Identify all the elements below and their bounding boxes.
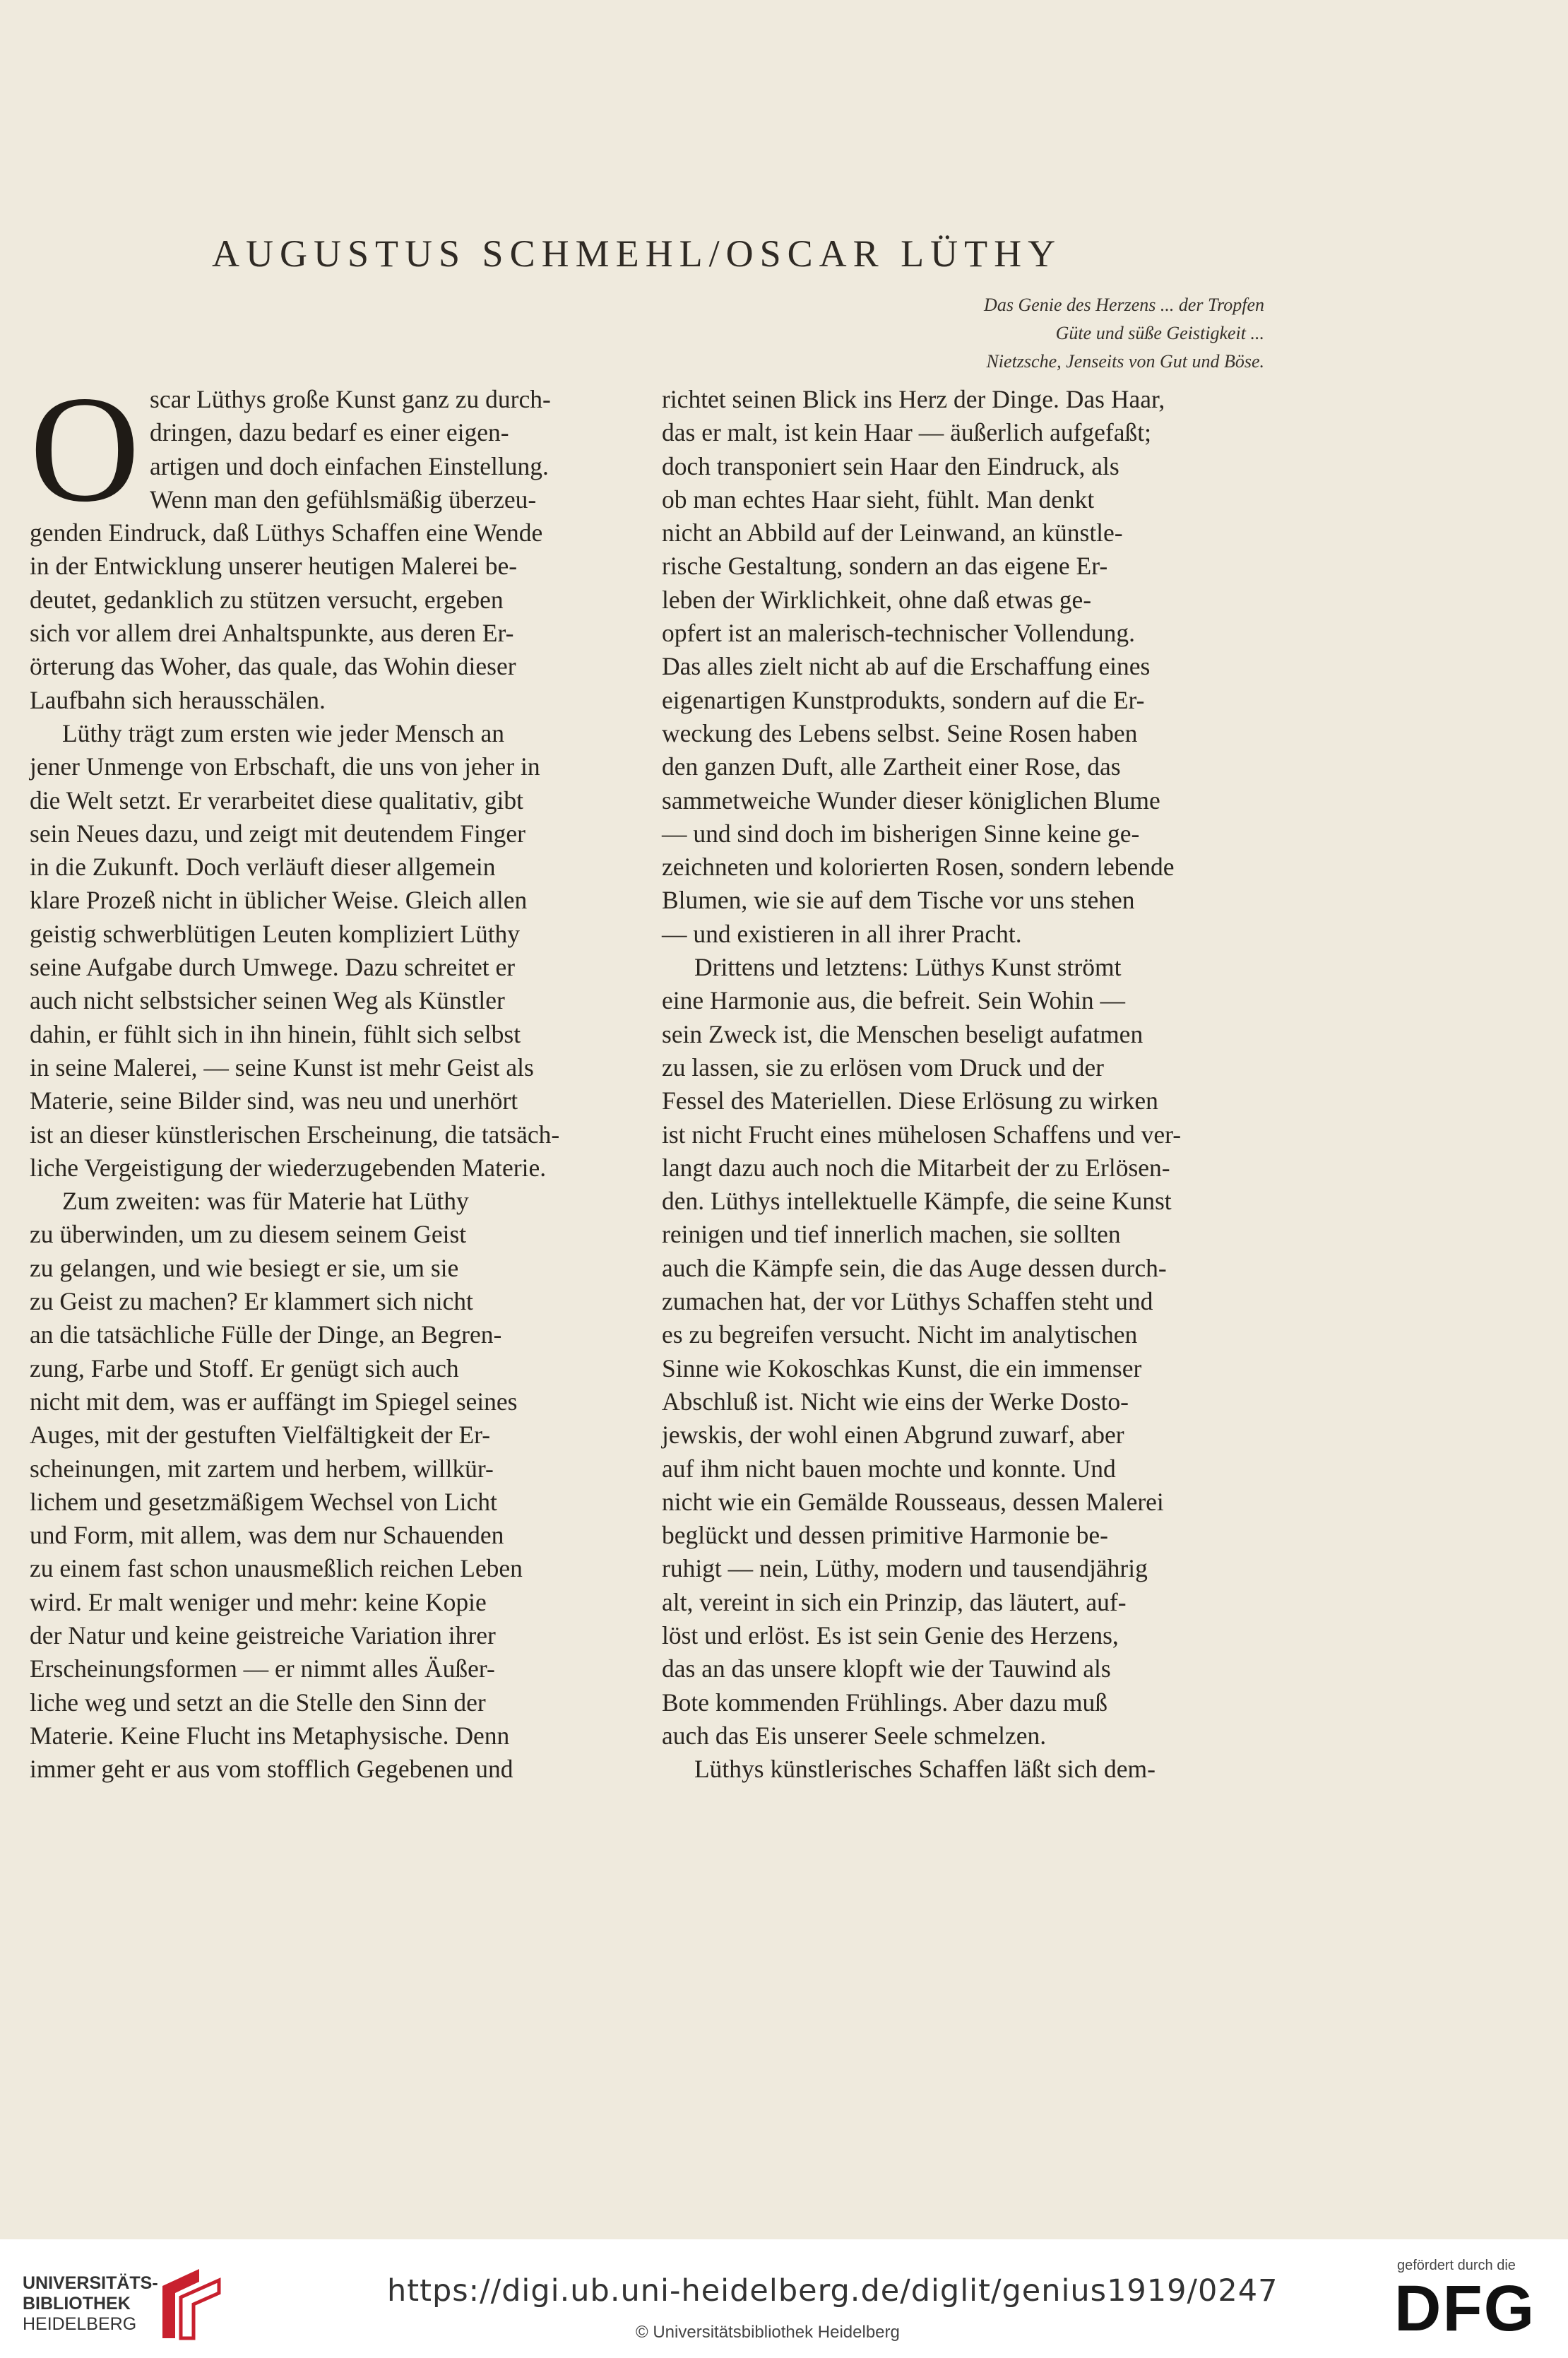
paragraph: Drittens und letztens: Lüthys Kunst strömt eine Harmonie aus, die befreit. Sein Wohin — sein Zweck ist, die Menschen beseligt aufatmen zu lassen, sie zu erlösen vom Druck und der Fessel des Materiellen. Diese Erlösung zu wirken ist nicht Frucht eines mühelosen Schaffens und ver- langt dazu auch noch die Mitarbeit der zu Erlösen- den. Lüthys intellektuelle Kämpfe, die seine Kunst reinigen und tief innerlich machen, sie sollten auch die Kämpfe sein, die das Auge dessen durch- zumachen hat, der vor Lüthys Schaffen steht und es zu begreifen versucht. Nicht im analytischen Sinne wie Kokoschkas Kunst, die ein immenser Abschluß ist. Nicht wie eins der Werke Dosto- jewskis, der wohl einen Abgrund zuwarf, aber auf ihm nicht bauen mochte und konnte. Und nicht wie ein Gemälde Rousseaus, dessen Malerei beglückt und dessen primitive Harmonie be- ruhigt — nein, Lüthy, modern und tausendjährig alt, vereint in sich ein Prinzip, das läutert, auf- löst und erlöst. Es ist sein Genie des Herzens, das an das unsere klopft wie der Tauwind als Bote kommenden Frühlings. Aber dazu muß auch das Eis unserer Seele schmelzen. — [662, 953, 1182, 1750]
article-title: AUGUSTUS SCHMEHL/OSCAR LÜTHY — [212, 232, 1062, 275]
paragraph: Lüthys künstlerisches Schaffen läßt sich dem- — [694, 1755, 1156, 1784]
paragraph: Zum zweiten: was für Materie hat Lüthy zu überwinden, um zu diesem seinem Geist zu gelangen, und wie besiegt er sie, um sie zu Geist zu machen? Er klammert sich nicht an die tatsächliche Fülle der Dinge, an Begren- zung, Farbe und Stoff. Er genügt sich auch nicht mit dem, was er auffängt im Spiegel seines Auges, mit der gestuften Vielfältigkeit der Er- scheinungen, mit zartem und herbem, willkür- lichem und gesetzmäßigem Wechsel von Licht und Form, mit allem, was dem nur Schauenden zu einem fast schon unausmeßlich reichen Leben wird. Er malt weniger und mehr: keine Kopie der Natur und keine geistreiche Variation ihrer Erscheinungsformen — er nimmt alles Äußer- liche weg und setzt an die Stelle den Sinn der Materie. Keine Flucht ins Metaphysische. Denn immer geht er aus vom stofflich Gegebenen und — [30, 1187, 523, 1784]
paragraph: richtet seinen Blick ins Herz der Dinge. Das Haar, das er malt, ist kein Haar — äußerlich aufgefaßt; doch transponiert sein Haar den Eindruck, als ob man echtes Haar sieht, fühlt. Man denkt nicht an Abbild auf der Leinwand, an künstle- rische Gestaltung, sondern an das eigene Er- leben der Wirklichkeit, ohne daß etwas ge- opfert ist an malerisch-technischer Vollendung. Das alles zielt nicht ab auf die Erschaffung eines eigenartigen Kunstprodukts, sondern auf die Er- weckung des Lebens selbst. Seine Rosen haben den ganzen Duft, alle Zartheit einer Rose, das sammetweiche Wunder dieser königlichen Blume — und sind doch im bisherigen Sinne keine ge- zeichneten und kolorierten Rosen, sondern lebende Blumen, wie sie auf dem Tische vor uns stehen — und existieren in all ihrer Pracht. — [662, 385, 1175, 948]
drop-cap: O — [30, 365, 140, 533]
left-column — [30, 365, 637, 1786]
viewer-footer — [0, 2239, 1568, 2358]
epigraph-line: Güte und süße Geistigkeit ... — [1055, 323, 1264, 343]
epigraph-source: Nietzsche, Jenseits von Gut und Böse. — [986, 351, 1264, 372]
permalink-url[interactable]: https://digi.ub.uni-heidelberg.de/diglit/genius1919/0247 — [387, 2273, 1278, 2309]
library-emblem-icon — [157, 2265, 225, 2342]
funder-label: gefördert durch die — [1397, 2258, 1516, 2273]
paragraph — [30, 365, 637, 717]
paragraph-text: scar Lüthys große Kunst ganz zu durch- dringen, dazu bedarf es einer eigen- artigen und doch einfachen Einstellung. Wenn man den gefühlsmäßig überzeu- genden Eindruck, daß Lüthys Schaffen eine Wende in der Entwicklung unserer heutigen Malerei be- deutet, gedanklich zu stützen versucht, ergeben sich vor allem drei Anhaltspunkte, aus deren Er- örterung das Woher, das quale, das Wohin dieser Laufbahn sich herausschälen. — [30, 385, 551, 714]
copyright-notice: © Universitätsbibliothek Heidelberg — [636, 2323, 900, 2342]
paragraph: Lüthy trägt zum ersten wie jeder Mensch an jener Unmenge von Erbschaft, die uns von jeher in die Welt setzt. Er verarbeitet diese qualitativ, gibt sein Neues dazu, und zeigt mit deutendem Finger in die Zukunft. Doch verläuft dieser allgemein klare Prozeß nicht in üblicher Weise. Gleich allen geistig schwerblütigen Leuten kompliziert Lüthy seine Aufgabe durch Umwege. Dazu schreitet er auch nicht selbstsicher seinen Weg als Künstler dahin, er fühlt sich in ihn hinein, fühlt sich selbst in seine Malerei, — seine Kunst ist mehr Geist als Materie, seine Bilder sind, was neu und unerhört ist an dieser künstlerischen Erscheinung, die tatsäch- liche Vergeistigung der wiederzugebenden Materie. — [30, 718, 560, 1182]
epigraph — [869, 291, 1264, 376]
right-column — [662, 383, 1269, 1786]
dfg-logo[interactable]: DFG — [1394, 2273, 1536, 2345]
epigraph-line: Das Genie des Herzens ... der Tropfen — [984, 295, 1264, 315]
library-logo-text[interactable]: UNIVERSITÄTS- BIBLIOTHEK HEIDELBERG — [23, 2273, 158, 2334]
